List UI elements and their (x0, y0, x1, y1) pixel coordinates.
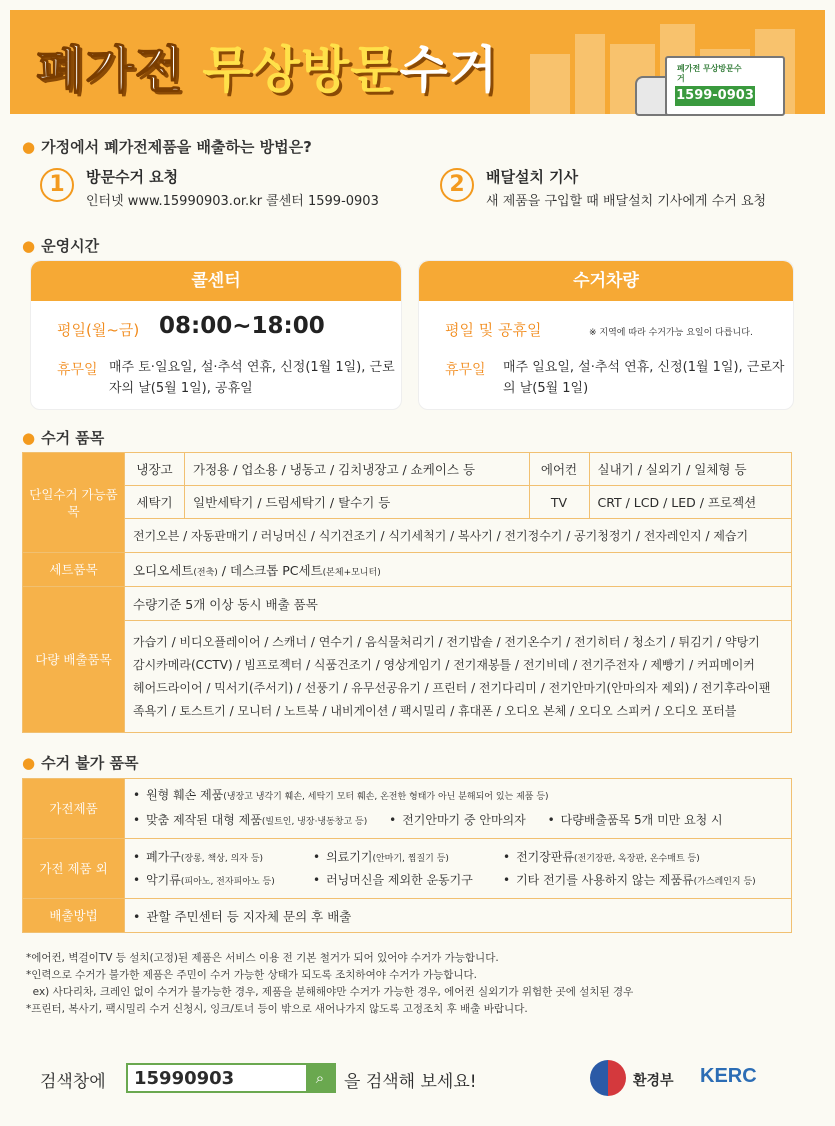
method-title: 방문수거 요청 (86, 168, 179, 186)
item-desc: 전기오븐 / 자동판매기 / 러닝머신 / 식기건조기 / 식기세척기 / 복사기 / 전기정수기 / 공기청정기 / 전자레인지 / 제습기 (125, 519, 792, 553)
table-row (23, 899, 792, 933)
search-input[interactable] (126, 1063, 336, 1093)
excluded-item-note: (냉장고 냉각기 훼손, 세탁기 모터 훼손, 온전한 형태가 아닌 분해되어 있는 제품 등) (223, 791, 549, 802)
page-title (36, 30, 498, 102)
bullet-icon: ● (22, 429, 36, 447)
callcenter-card (30, 260, 402, 410)
heading-text: 운영시간 (41, 237, 100, 255)
footnote: *에어컨, 벽걸이TV 등 설치(고정)된 제품은 서비스 이용 전 기본 철거가 되어 있어야 수거가 가능합니다. (26, 952, 499, 964)
card-title: 콜센터 (31, 261, 401, 301)
ministry-logo-icon (590, 1060, 626, 1096)
footnote: ex) 사다리차, 크레인 없이 수거가 불가능한 경우, 제품을 분해해야만 수거가 가능한 경우, 에어컨 실외기가 위험한 곳에 설치된 경우 (26, 986, 634, 998)
method-desc: 인터넷 www.15990903.or.kr 콜센터 1599-0903 (86, 194, 379, 209)
item-name: 세탁기 (125, 486, 185, 519)
category-cell: 세트품목 (23, 553, 125, 587)
item-desc: 일반세탁기 / 드럼세탁기 / 탈수기 등 (185, 486, 530, 519)
truck-label: 폐가전 무상방문수거 (677, 64, 742, 83)
excluded-item: 기타 전기를 사용하지 않는 제품류 (516, 872, 694, 887)
bullet-icon: ● (22, 138, 36, 156)
items-table (22, 452, 792, 733)
category-cell: 가전 제품 외 (23, 839, 125, 899)
heading-text: 수거 불가 품목 (41, 754, 139, 772)
title-part1: 폐가전 (36, 41, 203, 99)
table-row (23, 486, 792, 519)
set-item: / 데스크톱 PC세트 (217, 562, 323, 578)
truck-cab (635, 76, 669, 116)
set-item: 오디오세트 (133, 562, 194, 578)
bulk-items (125, 621, 792, 733)
excluded-item: 폐가구 (146, 849, 181, 864)
excluded-table (22, 778, 792, 933)
excluded-item-note: (가스레인지 등) (693, 876, 756, 887)
weekday-label: 평일(월~금) (57, 321, 140, 339)
footnote: *인력으로 수거가 불가한 제품은 주민이 수거 가능한 상태가 되도록 조치하여야 수거가 가능합니다. (26, 969, 478, 981)
excluded-item-note: (장롱, 책상, 의자 등) (180, 853, 264, 864)
bulk-line: 족욕기 / 토스트기 / 모니터 / 노트북 / 내비게이션 / 팩시밀리 / 휴대폰 / 오디오 본체 / 오디오 스피커 / 오디오 포터블 (133, 703, 737, 718)
bulk-line: 가습기 / 비디오플레이어 / 스캐너 / 연수기 / 음식물처리기 / 전기밥솥 / 전기온수기 / 전기히터 / 청소기 / 튀김기 / 약탕기 (133, 634, 760, 649)
item-name: TV (529, 486, 589, 519)
title-part2: 무상방문 (202, 41, 400, 99)
category-cell: 가전제품 (23, 779, 125, 839)
truck-card (418, 260, 794, 410)
building-graphic (575, 34, 605, 114)
item-desc: CRT / LCD / LED / 프로젝션 (589, 486, 792, 519)
ministry-name: 환경부 (633, 1073, 674, 1089)
category-cell: 배출방법 (23, 899, 125, 933)
set-items (125, 553, 792, 587)
title-part3: 수거 (399, 41, 499, 99)
method-desc: 새 제품을 구입할 때 배달설치 기사에게 수거 요청 (486, 194, 767, 209)
footnote: *프린터, 복사기, 팩시밀리 수거 신청시, 잉크/토너 등이 밖으로 새어나가지 않도록 고정조치 후 배출 바랍니다. (26, 1003, 528, 1015)
table-row (23, 621, 792, 733)
excluded-item: 전기장판류 (516, 849, 575, 864)
method-text: 관할 주민센터 등 지자체 문의 후 배출 (146, 908, 352, 924)
bullet-icon: ● (22, 237, 36, 255)
excluded-item: 의료기기 (326, 849, 373, 864)
truck-illustration (635, 56, 785, 120)
excluded-item: 악기류 (146, 872, 181, 887)
section-heading-excluded (22, 752, 138, 773)
excluded-item-note: (빌트인, 냉장·냉동창고 등) (261, 816, 368, 827)
weekday-label: 평일 및 공휴일 (445, 321, 542, 339)
section-heading-items (22, 427, 104, 448)
search-suffix: 을 검색해 보세요! (344, 1072, 477, 1092)
truck-phone: 1599-0903 (675, 86, 755, 106)
card-title: 수거차량 (419, 261, 793, 301)
excluded-item-note: (안마기, 찜질기 등) (372, 853, 449, 864)
category-cell: 단일수거 가능품목 (23, 453, 125, 553)
bullet-icon: ● (22, 754, 36, 772)
disposal-method: • 관할 주민센터 등 지자체 문의 후 배출 (125, 899, 792, 933)
excluded-items: • 원형 훼손 제품(냉장고 냉각기 훼손, 세탁기 모터 훼손, 온전한 형태가 아닌 분해되어 있는 제품 등) • 맞춤 제작된 대형 제품(빌트인, 냉장·냉동창고 등) • 전기안마기 중 안마의자 • 다량배출품목 5개 미만 요청 시 (125, 779, 792, 839)
set-item-note: (전축) (193, 567, 218, 578)
building-graphic (530, 54, 570, 114)
weekday-time: 08:00~18:00 (159, 313, 325, 339)
holiday-label: 휴무일 (57, 362, 98, 378)
method-title: 배달설치 기사 (486, 168, 579, 186)
holiday-label: 휴무일 (445, 362, 486, 378)
holiday-text: 매주 일요일, 설·추석 연휴, 신정(1월 1일), 근로자의 날(5월 1일) (503, 360, 785, 396)
item-name: 에어컨 (529, 453, 589, 486)
excluded-item-note: (피아노, 전자피아노 등) (180, 876, 275, 887)
excluded-item: 맞춤 제작된 대형 제품 (146, 812, 262, 827)
footnotes (26, 950, 633, 1018)
bulk-line: 감시카메라(CCTV) / 빔프로젝터 / 식품건조기 / 영상게임기 / 전기재봉틀 / 전기비데 / 전기주전자 / 제빵기 / 커피메이커 (133, 657, 755, 672)
excluded-item: 러닝머신을 제외한 운동기구 (326, 872, 473, 887)
item-name: 냉장고 (125, 453, 185, 486)
excluded-item: 원형 훼손 제품 (146, 787, 224, 802)
bulk-line: 헤어드라이어 / 믹서기(주서기) / 선풍기 / 유무선공유기 / 프린터 / 전기다리미 / 전기안마기(안마의자 제외) / 전기후라이팬 (133, 680, 771, 695)
item-desc: 실내기 / 실외기 / 일체형 등 (589, 453, 792, 486)
set-item-note: (본체+모니터) (322, 567, 381, 578)
table-row (23, 587, 792, 621)
table-row (23, 839, 792, 899)
excluded-items: • 폐가구(장롱, 책상, 의자 등) • 의료기기(안마기, 찜질기 등) • 전기장판류(전기장판, 옥장판, 온수매트 등) • 악기류(피아노, 전자피아노 등) • 러닝머신을 제외한 운동기구 • 기타 전기를 사용하지 않는 제품류(가스레인지 등) (125, 839, 792, 899)
excluded-item: 다량배출품목 5개 미만 요청 시 (560, 812, 723, 827)
table-row (23, 779, 792, 839)
heading-text: 수거 품목 (41, 429, 105, 447)
truck-box (665, 56, 785, 116)
category-cell: 다량 배출품목 (23, 587, 125, 733)
table-row (23, 519, 792, 553)
holiday-text: 매주 토·일요일, 설·추석 연휴, 신정(1월 1일), 근로자의 날(5월 1일), 공휴일 (109, 360, 395, 396)
region-note: ※ 지역에 따라 수거가능 요일이 다릅니다. (589, 328, 753, 338)
section-heading-how (22, 136, 312, 157)
table-row (23, 553, 792, 587)
search-prefix: 검색창에 (40, 1072, 106, 1092)
item-desc: 가정용 / 업소용 / 냉동고 / 김치냉장고 / 쇼케이스 등 (185, 453, 530, 486)
excluded-item-note: (전기장판, 옥장판, 온수매트 등) (574, 853, 700, 864)
bulk-rule: 수량기준 5개 이상 동시 배출 품목 (125, 587, 792, 621)
search-query: 15990903 (134, 1068, 235, 1089)
kerc-logo: KERC (700, 1065, 757, 1087)
excluded-item: 전기안마기 중 안마의자 (402, 812, 526, 827)
number-badge: 2 (440, 168, 474, 202)
section-heading-hours (22, 235, 99, 256)
search-icon[interactable]: ⌕ (306, 1065, 334, 1091)
table-row (23, 453, 792, 486)
number-badge: 1 (40, 168, 74, 202)
heading-text: 가정에서 폐가전제품을 배출하는 방법은? (41, 138, 312, 156)
